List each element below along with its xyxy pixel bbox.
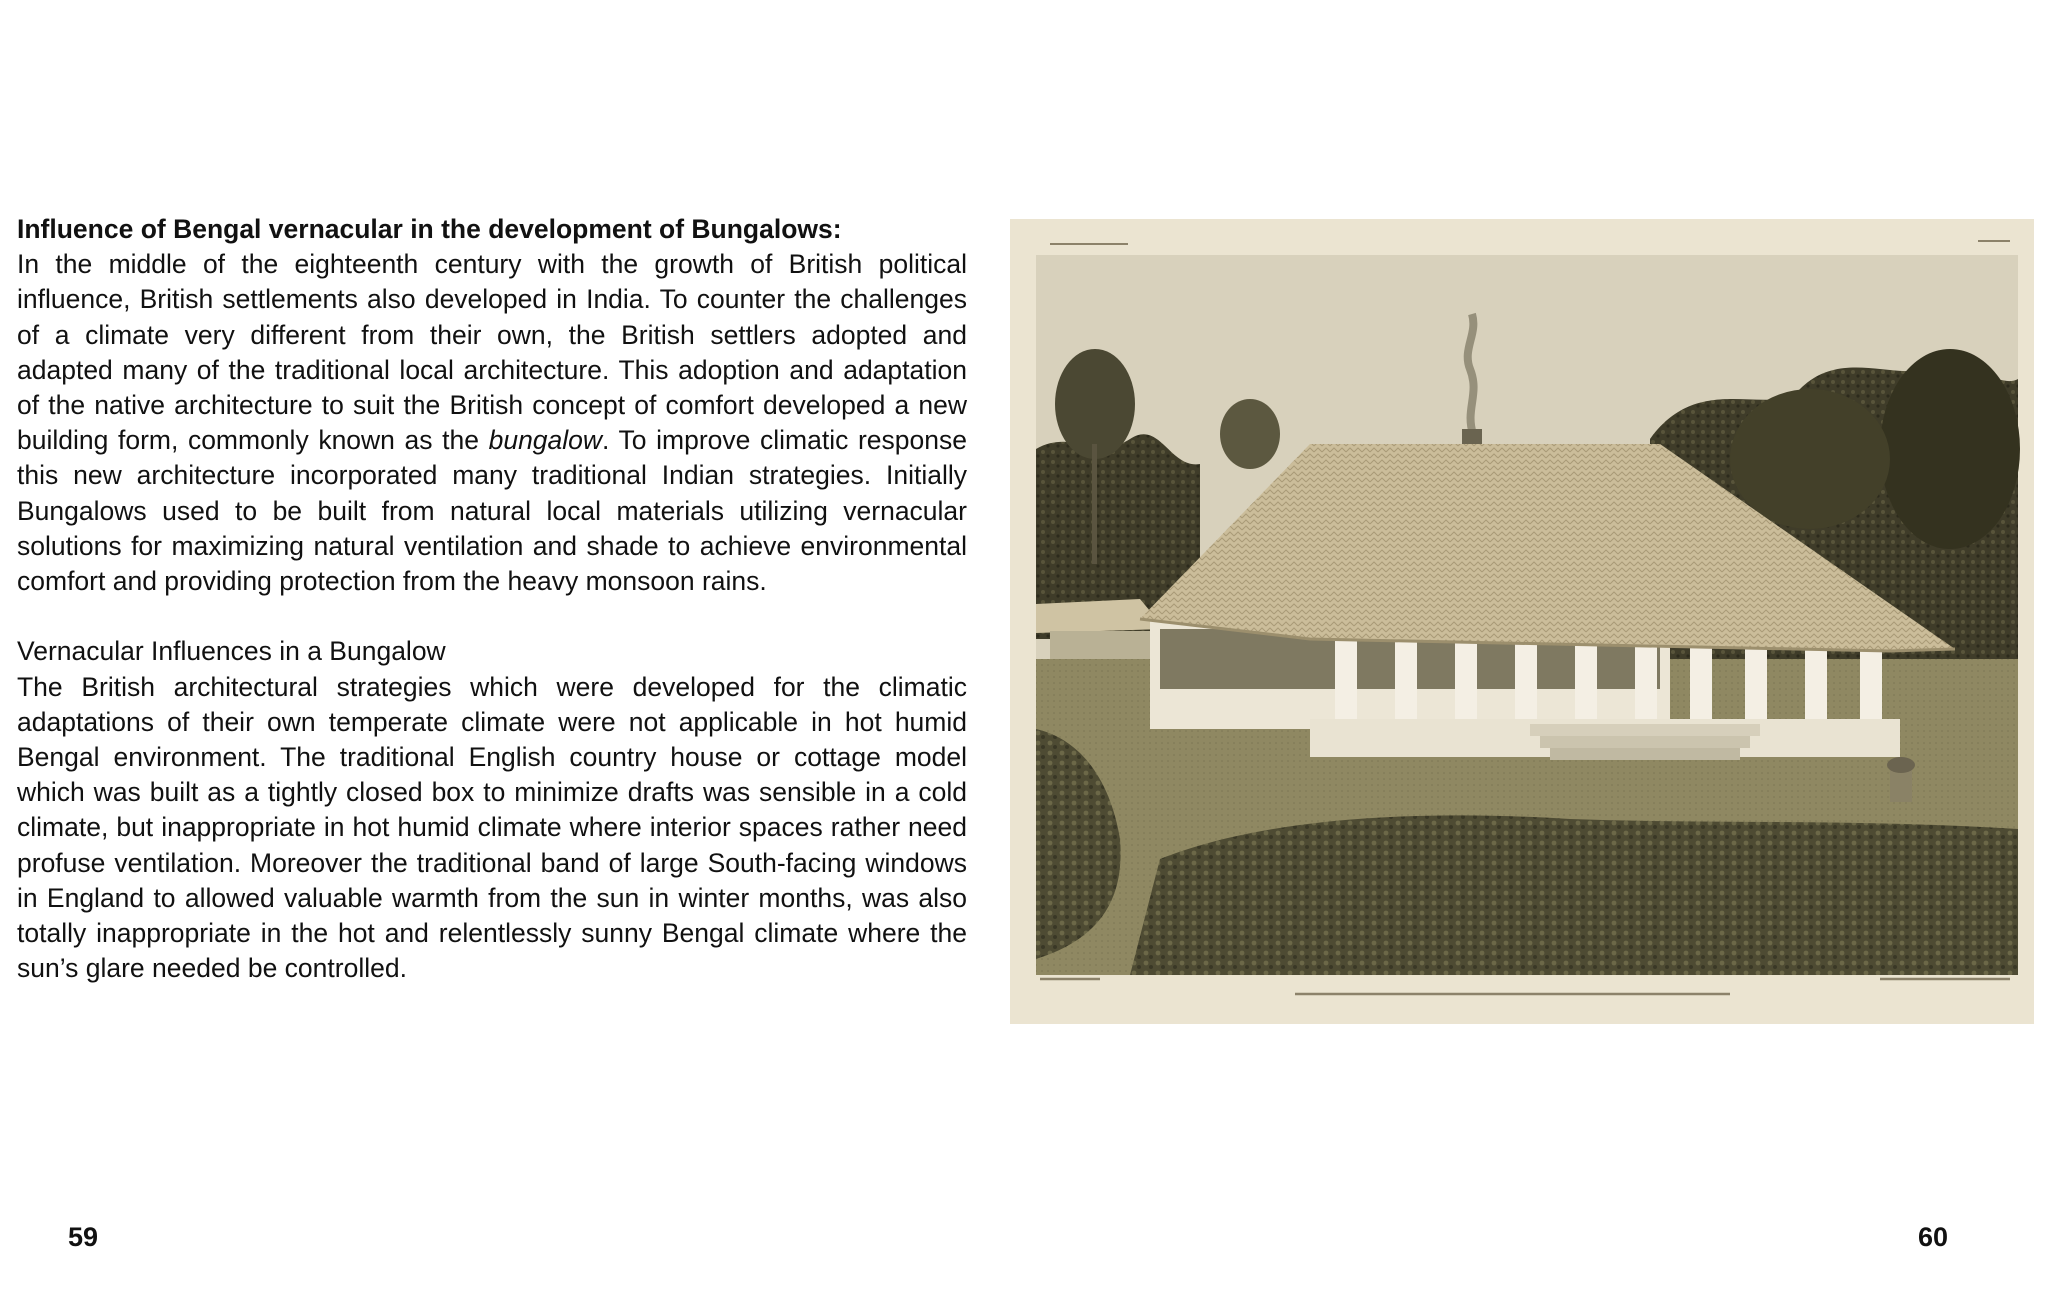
- plate-inscription-top: [1050, 241, 2010, 244]
- bungalow-illustration: [1010, 219, 2034, 1024]
- subsection-heading: Vernacular Influences in a Bungalow: [17, 636, 446, 667]
- garden-urn: [1887, 757, 1915, 802]
- foreground-hedge: [1130, 815, 2018, 975]
- intro-text-end: . To improve climatic response this new architecture incorporated many traditional Indian strategies. Initially Bungalows used to be built from natural local materials utilizing vernacular solutions for maximizing natural ventilation and shade to achieve environmental comfort and providing protection from the heavy monsoon rains.: [17, 425, 967, 597]
- left-page-text: [17, 212, 967, 986]
- body-paragraph: The British architectural strategies which were developed for the climatic adaptations of their own temperate climate were not applicable in hot humid Bengal environment. The traditional English country house or cottage model which was built as a tightly closed box to minimize drafts was sensible in a cold climate, but inappropriate in hot humid climate where interior spaces rather need profuse ventilation. Moreover the traditional band of large South-facing windows in England to allowed valuable warmth from the sun in winter months, was also totally inappropriate in the hot and relentlessly sunny Bengal climate where the sun’s glare needed be controlled.: [17, 671, 967, 984]
- intro-text-start: In the middle of the eighteenth century with the growth of British political influence, British settlements also developed in India. To counter the challenges of a climate very different from their own, the British settlers adopted and adapted many of the traditional local architecture. This adoption and adaptation of the native architecture to suit the British concept of comfort developed a new building form, commonly known as the: [17, 249, 967, 456]
- bungalow-term: bungalow: [488, 425, 603, 456]
- intro-paragraph: [17, 247, 967, 599]
- page-number-left: 59: [68, 1222, 99, 1252]
- bungalow-lithograph-image: [1010, 219, 2034, 1024]
- plate-caption: [1040, 979, 2010, 994]
- section-heading: Influence of Bengal vernacular in the development of Bungalows:: [17, 214, 842, 244]
- page-number-right: 60: [1918, 1222, 1949, 1252]
- paragraph-gap: [17, 599, 967, 634]
- chimney-smoke: [1468, 314, 1474, 434]
